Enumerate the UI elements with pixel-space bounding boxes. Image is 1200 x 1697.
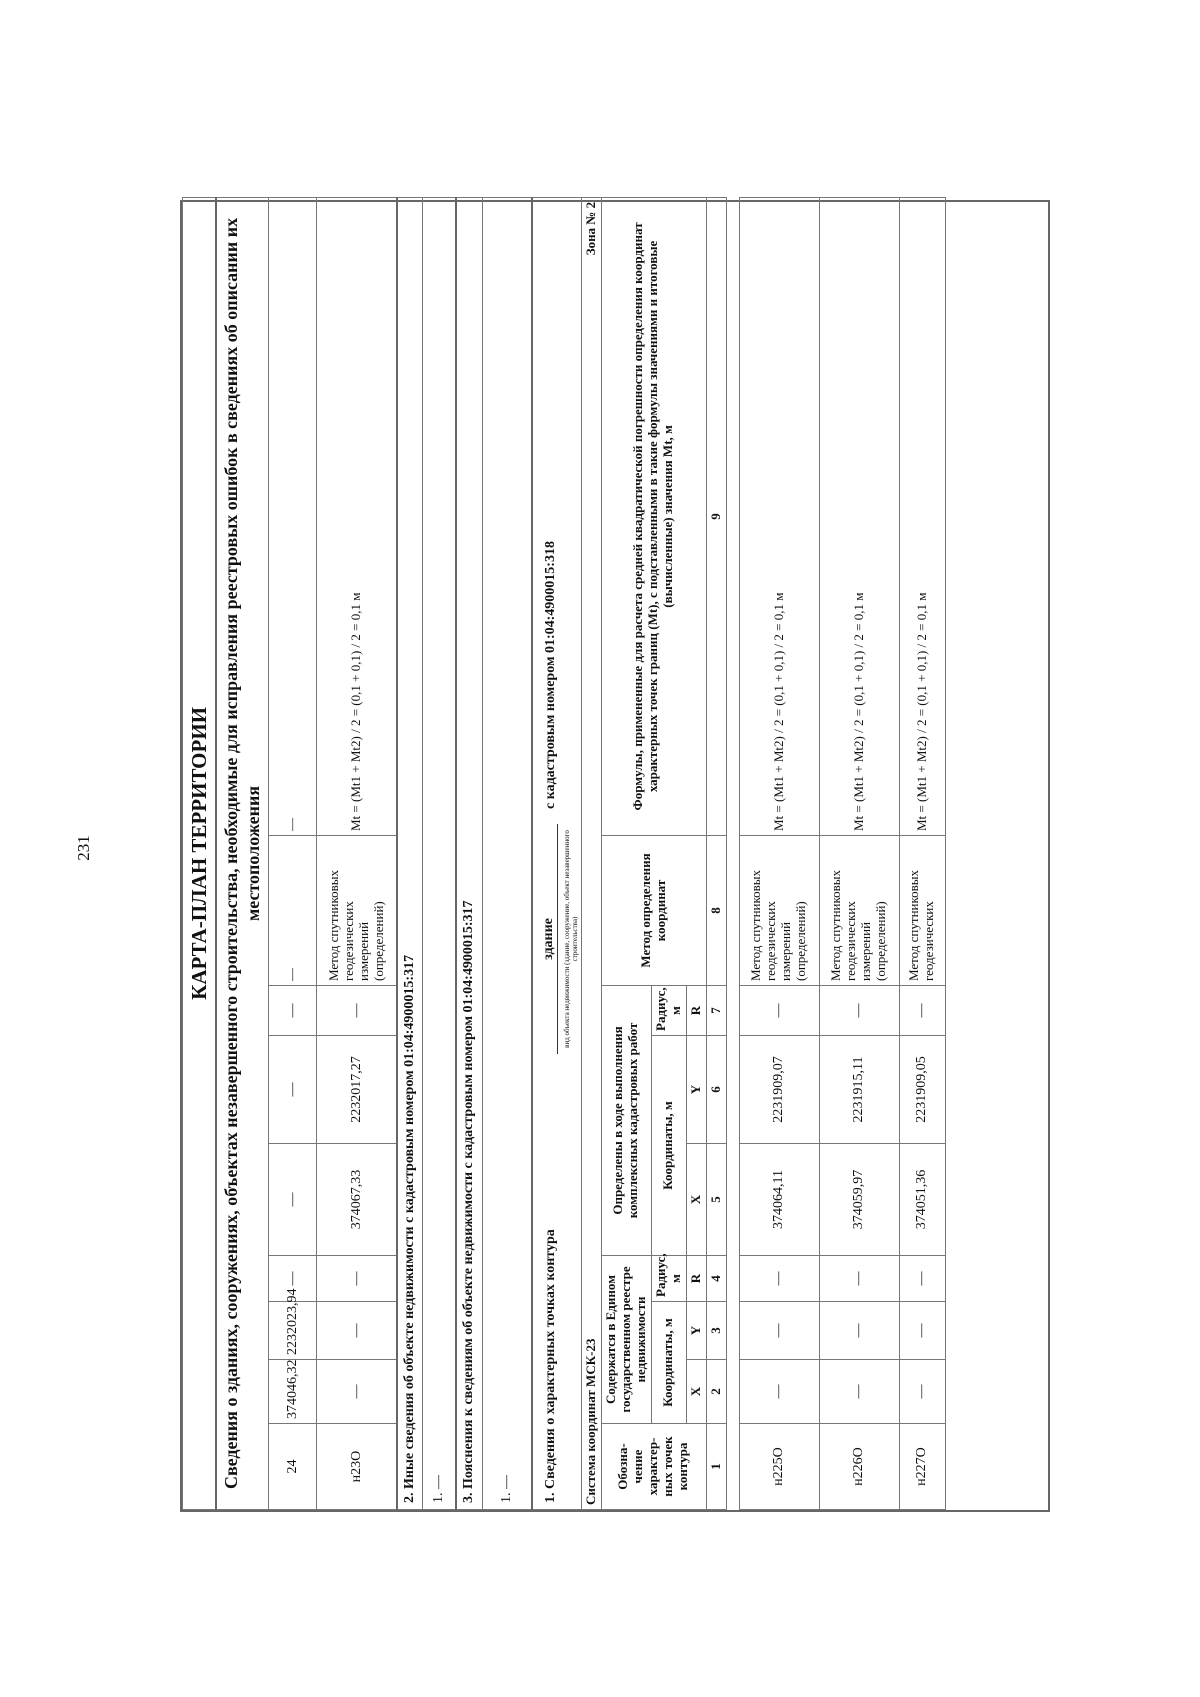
complex-r: —: [269, 986, 317, 1036]
complex-r: —: [317, 986, 397, 1036]
col-number: 8: [706, 836, 726, 986]
complex-x: —: [269, 1144, 317, 1256]
header-complex-coords: Координаты, м: [651, 1036, 686, 1256]
col-number: 5: [706, 1144, 726, 1256]
point-name: 24: [269, 1424, 317, 1510]
doc-title: КАРТА-ПЛАН ТЕРРИТОРИИ: [183, 197, 217, 1509]
egrn-x: —: [899, 1360, 945, 1424]
page-number: 231: [74, 835, 93, 861]
document-rotated: [180, 200, 1050, 1512]
contour-kind-note: вид объекта недвижимости (здание, сооружение, объект незавершенного строительства): [563, 830, 580, 1048]
header-designation: Обозна-чение характер-ных точек контура: [601, 1424, 706, 1510]
document-table: [182, 197, 946, 1510]
egrn-x: —: [739, 1360, 819, 1424]
col-number: 7: [706, 986, 726, 1036]
complex-y: 2231915,11: [819, 1036, 899, 1144]
egrn-x: —: [819, 1360, 899, 1424]
table-row: [819, 197, 899, 1509]
complex-x: 374064,11: [739, 1144, 819, 1256]
header-egrn-coords: Координаты, м: [651, 1302, 686, 1424]
egrn-y: —: [899, 1302, 945, 1360]
method: Метод спутниковых геодезических измерений (определений): [819, 836, 899, 986]
header-formula: Формулы, примененные для расчета средней квадратической погрешности определения координат характерных точек границ (Mt), с подставленными в такие формулы значениями и итоговые (вычисленные) значения Mt, м: [601, 197, 706, 835]
doc-subtitle: Сведения о зданиях, сооружениях, объектах незавершенного строительства, необходимые для исправления реестровых ошибок в сведениях об описании их местоположения: [216, 197, 269, 1509]
egrn-x: 374046,32: [269, 1360, 317, 1424]
header-r: R: [686, 986, 706, 1036]
point-name: н225О: [739, 1424, 819, 1510]
contour-cadastral: с кадастровым номером 01:04:4900015:318: [543, 541, 559, 809]
table-row: [739, 197, 819, 1509]
complex-x: 374051,36: [899, 1144, 945, 1256]
col-number: 6: [706, 1036, 726, 1144]
method: Метод спутниковых геодезических измерений (определений): [739, 836, 819, 986]
contour-header: [532, 197, 582, 1509]
complex-y: 2232017,27: [317, 1036, 397, 1144]
egrn-x: —: [317, 1360, 397, 1424]
method: —: [269, 836, 317, 986]
header-complex-radius: Радиус, м: [651, 986, 686, 1036]
complex-y: —: [269, 1036, 317, 1144]
formula: Mt = (Mt1 + Mt2) / 2 = (0,1 + 0,1) / 2 = 0,1 м: [819, 197, 899, 835]
table-row: [269, 197, 317, 1509]
complex-y: 2231909,05: [899, 1036, 945, 1144]
col-number: 1: [706, 1424, 726, 1510]
formula: Mt = (Mt1 + Mt2) / 2 = (0,1 + 0,1) / 2 = 0,1 м: [317, 197, 397, 835]
egrn-r: —: [899, 1256, 945, 1302]
header-complex: Определены в ходе выполнения комплексных кадастровых работ: [601, 986, 651, 1256]
egrn-y: —: [739, 1302, 819, 1360]
section2-title: 2. Иные сведения об объекте недвижимости с кадастровым номером 01:04:4900015:317: [397, 197, 423, 1509]
col-number: 9: [706, 197, 726, 835]
formula: —: [269, 197, 317, 835]
header-x: X: [686, 1360, 706, 1424]
egrn-y: —: [317, 1302, 397, 1360]
header-egrn-radius: Радиус, м: [651, 1256, 686, 1302]
point-name: н226О: [819, 1424, 899, 1510]
egrn-r: —: [269, 1256, 317, 1302]
point-name: н227О: [899, 1424, 945, 1510]
egrn-r: —: [819, 1256, 899, 1302]
spacer: [726, 197, 739, 1509]
formula: Mt = (Mt1 + Mt2) / 2 = (0,1 + 0,1) / 2 = 0,1 м: [739, 197, 819, 835]
formula: Mt = (Mt1 + Mt2) / 2 = (0,1 + 0,1) / 2 = 0,1 м: [899, 197, 945, 835]
col-number: 4: [706, 1256, 726, 1302]
section2-value: 1. —: [422, 197, 456, 1509]
complex-r: —: [739, 986, 819, 1036]
complex-y: 2231909,07: [739, 1036, 819, 1144]
header-r: R: [686, 1256, 706, 1302]
complex-x: 374059,97: [819, 1144, 899, 1256]
table-row: [899, 197, 945, 1509]
header-y: Y: [686, 1302, 706, 1360]
section3-title: 3. Пояснения к сведениям об объекте недвижимости с кадастровым номером 01:04:4900015:317: [456, 197, 482, 1509]
point-name: н23О: [317, 1424, 397, 1510]
egrn-y: —: [819, 1302, 899, 1360]
method: Метод спутниковых геодезических: [899, 836, 945, 986]
col-number: 2: [706, 1360, 726, 1424]
contour-kind: здание: [541, 824, 558, 1054]
zone: Зона № 2: [582, 197, 602, 985]
header-method: Метод определения координат: [601, 836, 706, 986]
contour-label: 1. Сведения о характерных точках контура: [543, 1229, 559, 1503]
coord-system: Система координат МСК-23: [582, 986, 602, 1510]
header-y: Y: [686, 1036, 706, 1144]
egrn-r: —: [317, 1256, 397, 1302]
header-egrn: Содержатся в Едином государственном реестре недвижимости: [601, 1256, 651, 1424]
egrn-y: 2232023,94: [269, 1302, 317, 1360]
method: Метод спутниковых геодезических измерений (определений): [317, 836, 397, 986]
col-number: 3: [706, 1302, 726, 1360]
complex-r: —: [899, 986, 945, 1036]
header-x: X: [686, 1144, 706, 1256]
table-row: [317, 197, 397, 1509]
egrn-r: —: [739, 1256, 819, 1302]
complex-x: 374067,33: [317, 1144, 397, 1256]
complex-r: —: [819, 986, 899, 1036]
section3-value: 1. —: [482, 197, 532, 1509]
